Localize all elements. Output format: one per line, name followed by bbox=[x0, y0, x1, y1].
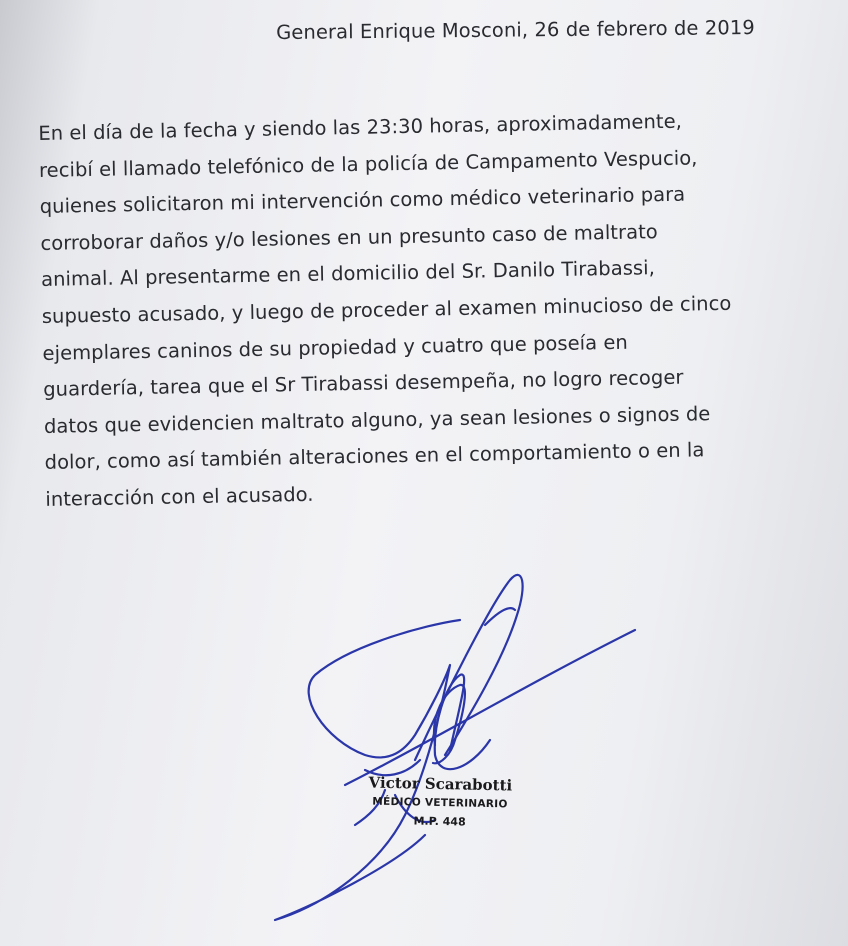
body-line: datos que evidencien maltrato alguno, ya sean lesiones o signos de bbox=[43, 401, 711, 438]
body-line: dolor, como así también alteraciones en el comportamiento o en la bbox=[44, 438, 705, 475]
professional-stamp bbox=[329, 772, 550, 835]
body-line: recibí el llamado telefónico de la policía de Campamento Vespucio, bbox=[38, 145, 698, 182]
body-line: corroborar daños y/o lesiones en un presunto caso de maltrato bbox=[40, 219, 658, 255]
body-line: En el día de la fecha y siendo las 23:30 horas, aproximadamente, bbox=[38, 109, 683, 145]
certificate-body bbox=[38, 101, 836, 519]
body-line: supuesto acusado, y luego de proceder al examen minucioso de cinco bbox=[41, 291, 732, 328]
veterinarian-name: Victor Scarabotti bbox=[368, 773, 513, 795]
handwritten-signature bbox=[255, 565, 655, 945]
body-line: interacción con el acusado. bbox=[45, 482, 314, 511]
body-line: guardería, tarea que el Sr Tirabassi desempeña, no logro recoger bbox=[43, 365, 684, 402]
body-line: ejemplares caninos de su propiedad y cuatro que poseía en bbox=[42, 330, 629, 365]
registration-number: M.P. 448 bbox=[413, 814, 466, 829]
place-date-heading: General Enrique Mosconi, 26 de febrero de 2019 bbox=[276, 15, 755, 44]
body-line: quienes solicitaron mi intervención como médico veterinario para bbox=[39, 182, 686, 219]
body-line: animal. Al presentarme en el domicilio del Sr. Danilo Tirabassi, bbox=[40, 256, 656, 292]
veterinarian-title: MÉDICO VETERINARIO bbox=[372, 795, 508, 811]
